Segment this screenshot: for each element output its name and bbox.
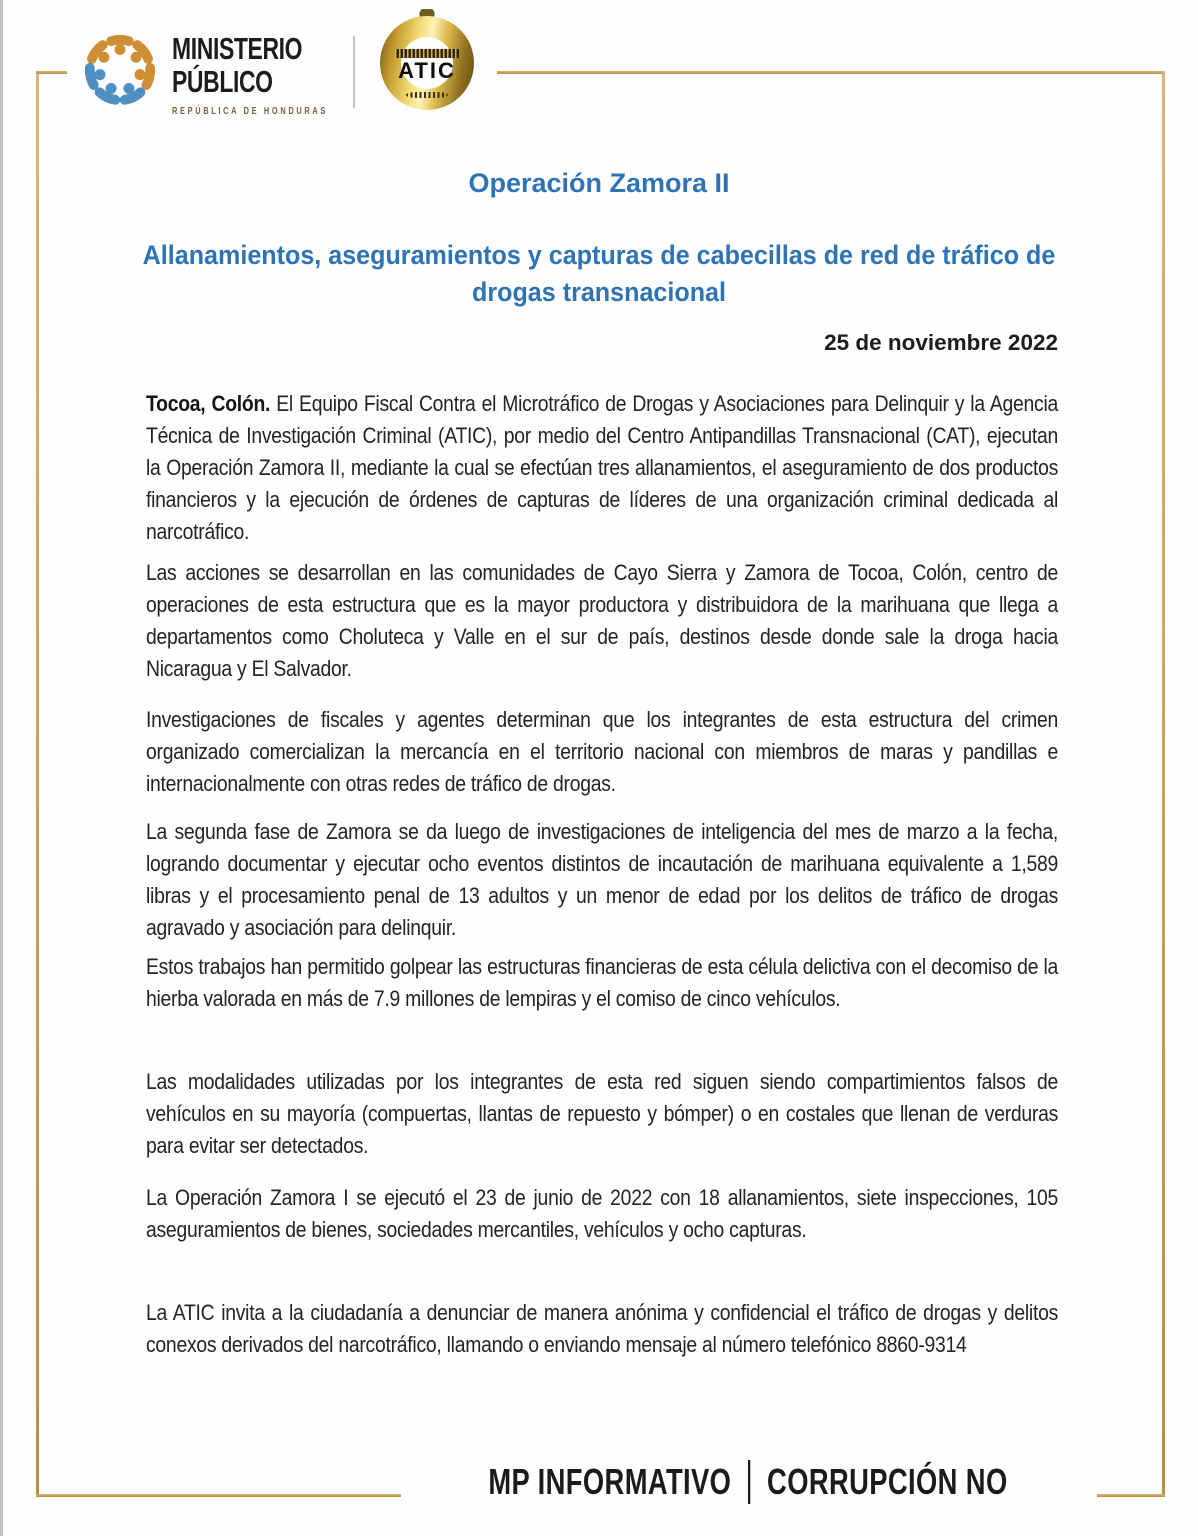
paragraph-5: Estos trabajos han permitido golpear las estructuras financieras de esta célula delictiva con el decomiso de la hierba valorada en más de 7.9 millones de lempiras y el comiso de cinco vehículos. <box>146 954 1059 1011</box>
paragraph-1-lead: Tocoa, Colón. <box>146 391 271 416</box>
mp-tagline: REPÚBLICA DE HONDURAS <box>172 106 328 117</box>
paragraph-7: La Operación Zamora I se ejecutó el 23 de junio de 2022 con 18 allanamientos, siete inspecciones, 105 aseguramientos de bienes, sociedades mercantiles, vehículos y ocho capturas. <box>146 1185 1059 1242</box>
logo-divider <box>353 36 355 108</box>
paragraph-4: La segunda fase de Zamora se da luego de investigaciones de inteligencia del mes de marzo a la fecha, logrando documentar y ejecutar ocho eventos distintos de incautación de marihuana equivalente a 1,589 libras y el procesamiento penal de 13 adultos y un menor de edad por los delitos de tráfico de drogas agravado y asociación para delinquir. <box>146 819 1059 940</box>
paragraph-6: Las modalidades utilizadas por los integrantes de esta red siguen siendo compartimientos falsos de vehículos en su mayoría (compuertas, llantas de repuesto y bómper) o en costales que llenan de verduras para evitar ser detectados. <box>146 1069 1059 1158</box>
frame-line-bottom-right <box>1097 1494 1165 1497</box>
document-date: 25 de noviembre 2022 <box>824 330 1058 355</box>
paragraph-1-text: El Equipo Fiscal Contra el Microtráfico de Drogas y Asociaciones para Delinquir y la Agencia Técnica de Investigación Criminal (ATIC), por medio del Centro Antipandillas Transnacional (CAT), ejecutan la Operación Zamora II, mediante la cual se efectúan tres allanamientos, el aseguramiento de dos productos financieros y la ejecución de órdenes de capturas de líderes de una organización criminal dedicada al narcotráfico. <box>146 391 1059 544</box>
paragraph-8: La ATIC invita a la ciudadanía a denunciar de manera anónima y confidencial el tráfico de drogas y delitos conexos derivados del narcotráfico, llamando o enviando mensaje al número telefónico 8860-9314 <box>146 1300 1059 1357</box>
document-title: Operación Zamora II <box>468 168 730 198</box>
footer-banner <box>482 1458 1014 1506</box>
atic-label: ATIC <box>398 58 456 83</box>
mp-title-line2: PÚBLICO <box>172 64 273 99</box>
frame-line-top-left <box>36 71 67 74</box>
footer-divider-bar <box>748 1460 750 1504</box>
ministerio-publico-logo-icon <box>80 30 160 110</box>
frame-line-bottom-left <box>36 1494 401 1497</box>
frame-line-top-right <box>497 71 1165 74</box>
atic-lower-band <box>406 92 448 98</box>
frame-line-right <box>1162 71 1165 1497</box>
scan-edge-artifact <box>0 0 3 1536</box>
paragraph-1 <box>146 388 1058 548</box>
frame-line-left <box>36 71 39 1497</box>
paragraph-3: Investigaciones de fiscales y agentes determinan que los integrantes de esta estructura del crimen organizado comercializan la mercancía en el territorio nacional con miembros de maras y pandillas e internacionalmente con otras redes de tráfico de drogas. <box>146 707 1059 796</box>
atic-logo <box>380 16 474 110</box>
footer-right-label: CORRUPCIÓN NO <box>767 1461 1008 1502</box>
ministerio-publico-wordmark <box>172 32 328 117</box>
footer-left-label: MP INFORMATIVO <box>488 1461 732 1502</box>
paragraph-2: Las acciones se desarrollan en las comunidades de Cayo Sierra y Zamora de Tocoa, Colón, centro de operaciones de esta estructura que es la mayor productora y distribuidora de la marihuana que llega a departamentos como Choluteca y Valle en el sur de país, destinos desde donde sale la droga hacia Nicaragua y El Salvador. <box>146 560 1059 681</box>
document-subtitle: Allanamientos, aseguramientos y capturas de cabecillas de red de tráfico de drogas transnacional <box>142 240 1056 307</box>
mp-title-line1: MINISTERIO <box>172 31 303 66</box>
atic-upper-band <box>395 49 459 58</box>
